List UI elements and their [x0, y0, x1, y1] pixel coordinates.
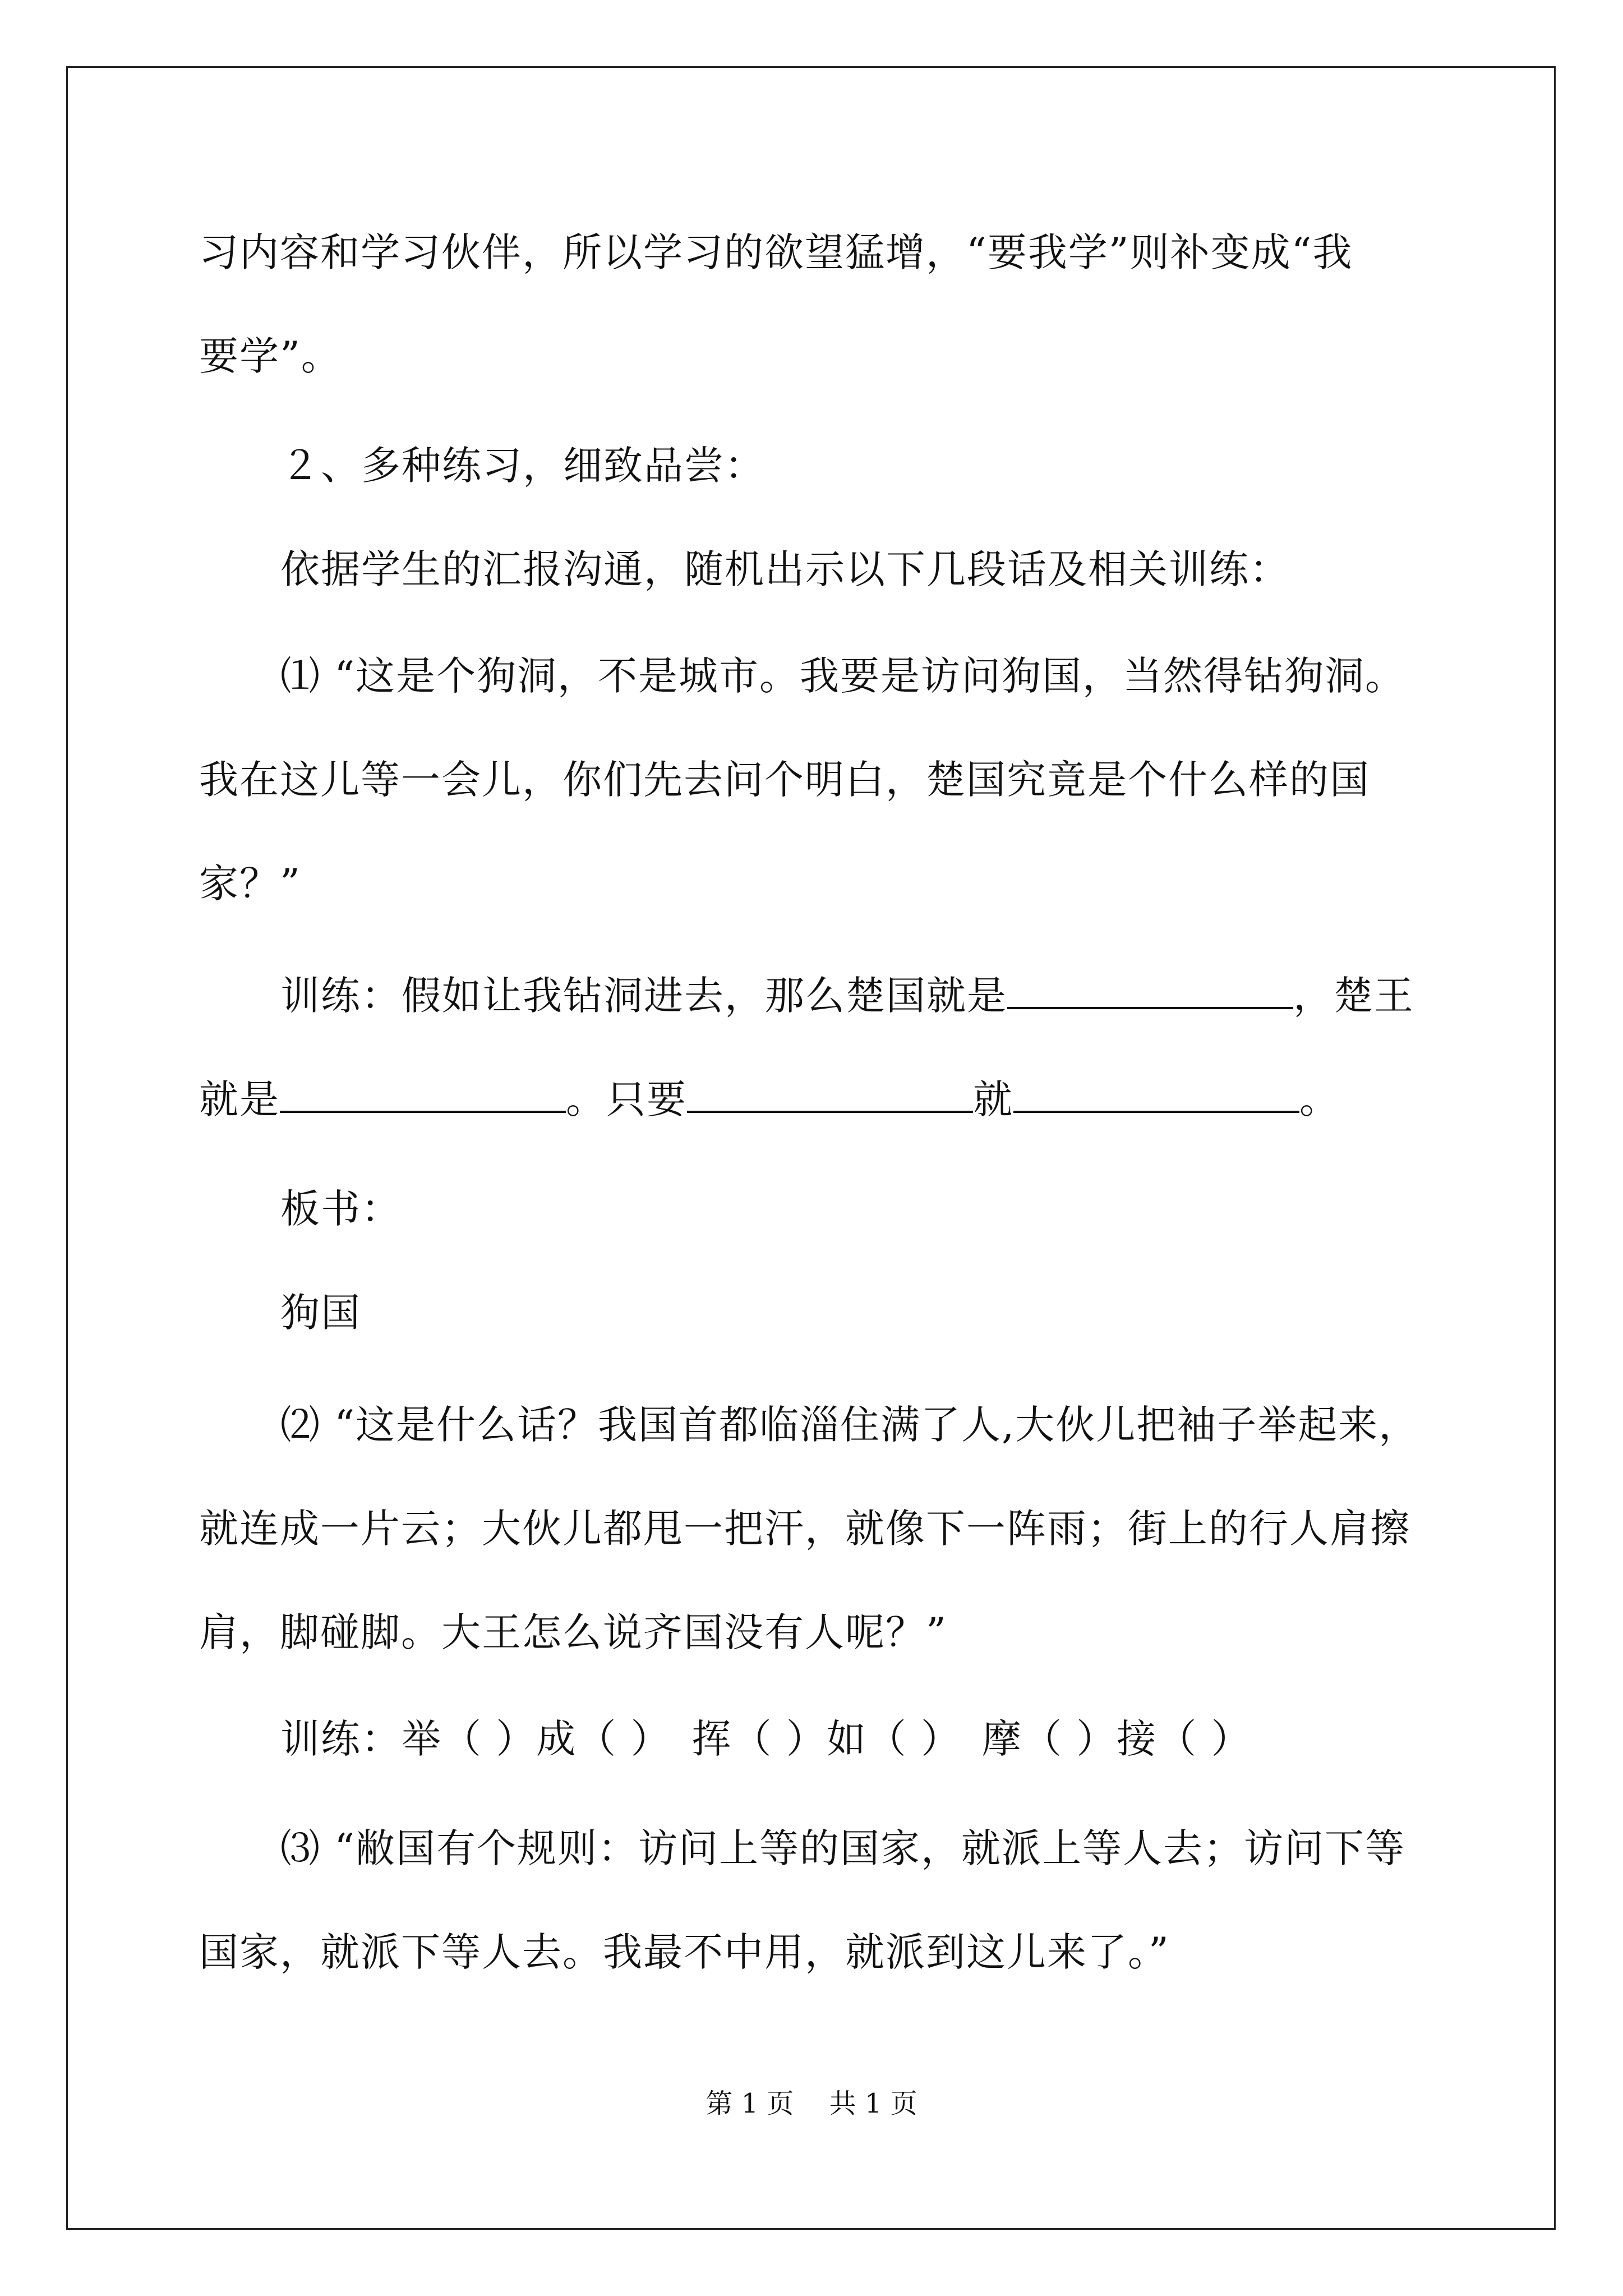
quote-1-line: 家？”: [199, 861, 301, 907]
quote-3-line: ⑶ “敝国有个规则：访问上等的国家，就派上等人去；访问下等: [280, 1825, 1406, 1871]
quote-1-line: ⑴ “这是个狗洞，不是城市。我要是访问狗国，当然得钻狗洞。: [280, 653, 1406, 699]
page-border: [66, 66, 1556, 2230]
training-1-line2-start: 就是: [199, 1076, 280, 1122]
training-1-mid2: 。只要: [566, 1076, 687, 1122]
training-1-line: [199, 1074, 1340, 1125]
training-1-prefix: 训练：假如让我钻洞进去，那么楚国就是: [280, 973, 1007, 1019]
section-heading: ２、多种练习，细致品尝：: [280, 443, 765, 489]
quote-2-line: 就连成一片云；大伙儿都甩一把汗，就像下一阵雨；街上的行人肩擦: [199, 1506, 1410, 1552]
training-2-line: 训练：举（ ）成（ ） 挥（ ）如（ ） 摩（ ）接（ ）: [280, 1716, 1252, 1762]
page-footer: 第 1 页 共 1 页: [706, 2088, 917, 2119]
fill-blank[interactable]: [687, 1077, 973, 1113]
paragraph-line: 依据学生的汇报沟通，随机出示以下几段话及相关训练：: [280, 546, 1290, 592]
training-1-mid3: 就: [973, 1076, 1013, 1122]
training-1-mid1: ，楚王: [1293, 973, 1414, 1019]
training-1-line: [280, 970, 1414, 1021]
fill-blank[interactable]: [1007, 973, 1293, 1009]
quote-2-line: ⑵ “这是什么话？我国首都临淄住满了人,大伙儿把袖子举起来，: [280, 1402, 1419, 1448]
blackboard-label: 板书：: [280, 1186, 402, 1232]
paragraph-line: 要学”。: [199, 333, 342, 379]
quote-1-line: 我在这儿等一会儿，你们先去问个明白，楚国究竟是个什么样的国: [199, 757, 1370, 803]
paragraph-line: 习内容和学习伙伴，所以学习的欲望猛增，“要我学”则补变成“我: [199, 229, 1353, 275]
training-1-end: 。: [1299, 1076, 1340, 1122]
quote-3-line: 国家，就派下等人去。我最不中用，就派到这儿来了。”: [199, 1929, 1170, 1975]
fill-blank[interactable]: [1013, 1077, 1299, 1113]
fill-blank[interactable]: [280, 1077, 566, 1113]
quote-2-line: 肩，脚碰脚。大王怎么说齐国没有人呢？”: [199, 1609, 947, 1655]
blackboard-item: 狗国: [280, 1290, 361, 1336]
